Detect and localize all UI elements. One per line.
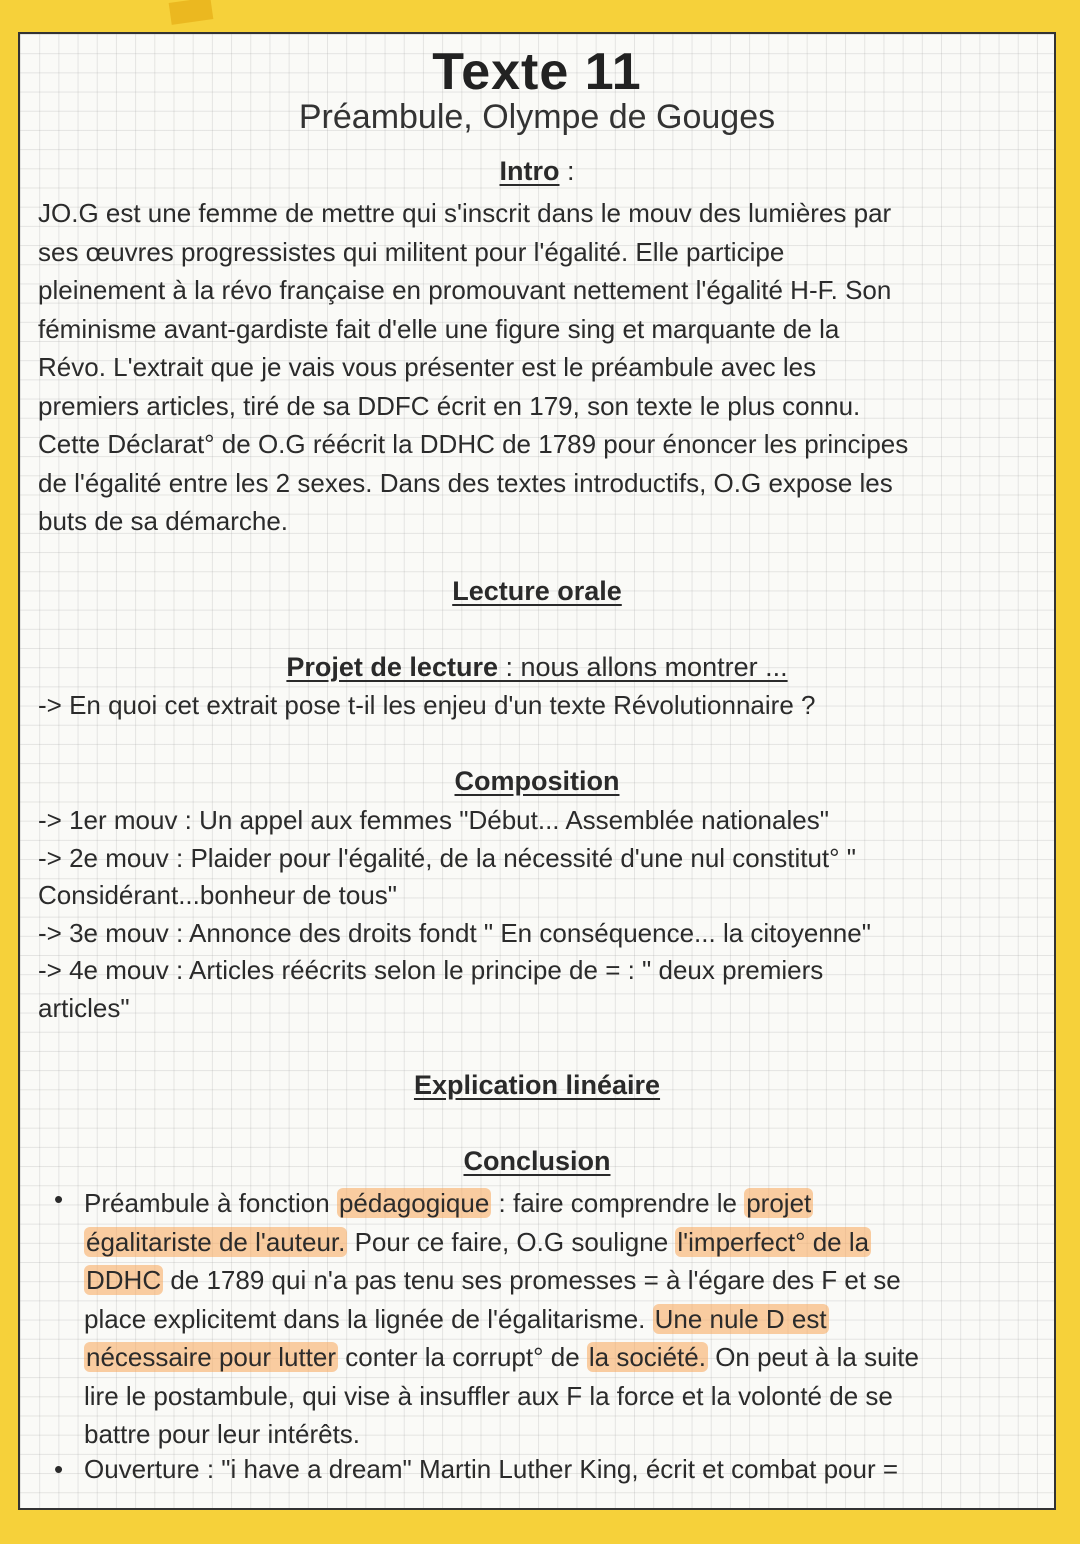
intro-line: ses œuvres progressistes qui militent pour l'égalité. Elle participe: [38, 236, 785, 267]
notebook-page: [18, 32, 1056, 1510]
projet-suffix: : nous allons montrer ...: [497, 652, 788, 682]
projet-heading-row: [20, 652, 1054, 683]
conclusion-line: [84, 1338, 919, 1377]
text-run: Préambule à fonction: [84, 1188, 337, 1218]
intro-line: pleinement à la révo française en promouvant nettement l'égalité H-F. Son: [38, 275, 892, 305]
composition-line: articles": [38, 992, 130, 1023]
text-run: conter la corrupt° de: [338, 1342, 587, 1372]
text-run: de 1789 qui n'a pas tenu ses promesses = à l'égare des F et se: [163, 1265, 901, 1295]
highlighted-text: projet: [746, 1188, 812, 1218]
page-subtitle: Préambule, Olympe de Gouges: [298, 98, 776, 136]
intro-line: Cette Déclarat° de O.G réécrit la DDHC de 1789 pour énoncer les principes: [38, 429, 909, 459]
composition-row: [20, 766, 1054, 797]
conclusion-line: [84, 1300, 919, 1339]
bullet-dot: •: [54, 1454, 64, 1484]
highlighted-text: l'imperfect° de la: [677, 1226, 870, 1257]
bullet-dot: •: [54, 1184, 64, 1214]
intro-line: féminisme avant-gardiste fait d'elle une figure sing et marquante de la: [38, 313, 840, 344]
composition-line: -> 1er mouv : Un appel aux femmes "Début... Assemblée nationales": [38, 805, 829, 835]
composition-line: -> 3e mouv : Annonce des droits fondt " En conséquence... la citoyenne": [38, 917, 871, 948]
intro-paragraph: [38, 194, 908, 541]
lecture-orale-row: [20, 576, 1054, 607]
highlighted-text: Une nule D est: [654, 1303, 827, 1334]
intro-colon: :: [559, 156, 575, 186]
intro-line: JO.G est une femme de mettre qui s'inscrit dans le mouv des lumières par: [38, 198, 892, 228]
highlighted-text: pédagogique: [338, 1188, 490, 1218]
intro-line: premiers articles, tiré de sa DDFC écrit en 179, son texte le plus connu.: [38, 390, 861, 421]
explication-heading: Explication linéaire: [413, 1070, 661, 1100]
text-run: Pour ce faire, O.G souligne: [347, 1226, 676, 1257]
conclusion-line: battre pour leur intérêts.: [84, 1419, 361, 1449]
projet-question: -> En quoi cet extrait pose t-il les enjeu d'un texte Révolutionnaire ?: [38, 690, 816, 720]
conclusion-line: [84, 1184, 919, 1223]
composition-heading: Composition: [454, 766, 620, 796]
composition-line: -> 2e mouv : Plaider pour l'égalité, de la nécessité d'une nul constitut° ": [38, 842, 856, 873]
intro-line: de l'égalité entre les 2 sexes. Dans des textes introductifs, O.G expose les: [38, 467, 893, 498]
highlighted-text: égalitariste de l'auteur.: [86, 1226, 346, 1257]
page-title: Texte 11: [432, 43, 642, 101]
highlighted-text: DDHC: [86, 1265, 162, 1295]
conclusion-bullet-2: Ouverture : "i have a dream" Martin Luther King, écrit et combat pour =: [84, 1454, 899, 1484]
intro-heading: Intro: [499, 156, 560, 186]
text-run: : faire comprendre le: [491, 1188, 745, 1218]
intro-line: buts de sa démarche.: [38, 506, 289, 536]
tape-strip: [169, 0, 214, 25]
intro-heading-row: [20, 156, 1054, 187]
highlighted-text: nécessaire pour lutter: [86, 1342, 337, 1372]
text-run: place explicitemt dans la lignée de l'égalitarisme.: [84, 1303, 653, 1334]
composition-line: -> 4e mouv : Articles réécrits selon le principe de = : " deux premiers: [38, 955, 824, 985]
explication-row: [20, 1070, 1054, 1101]
composition-line: Considérant...bonheur de tous": [38, 880, 398, 910]
composition-list: [38, 802, 871, 1027]
highlighted-text: la société.: [588, 1342, 706, 1372]
lecture-orale-heading: Lecture orale: [452, 576, 622, 606]
conclusion-heading: Conclusion: [463, 1146, 611, 1176]
conclusion-bullet-1: [84, 1184, 919, 1454]
conclusion-line: lire le postambule, qui vise à insuffler aux F la force et la volonté de se: [84, 1380, 893, 1411]
projet-heading: Projet de lecture: [286, 652, 498, 682]
conclusion-line: [84, 1261, 919, 1300]
conclusion-line: [84, 1223, 919, 1262]
intro-line: Révo. L'extrait que je vais vous présenter est le préambule avec les: [38, 352, 817, 382]
text-run: On peut à la suite: [707, 1342, 919, 1372]
conclusion-row: [20, 1146, 1054, 1177]
